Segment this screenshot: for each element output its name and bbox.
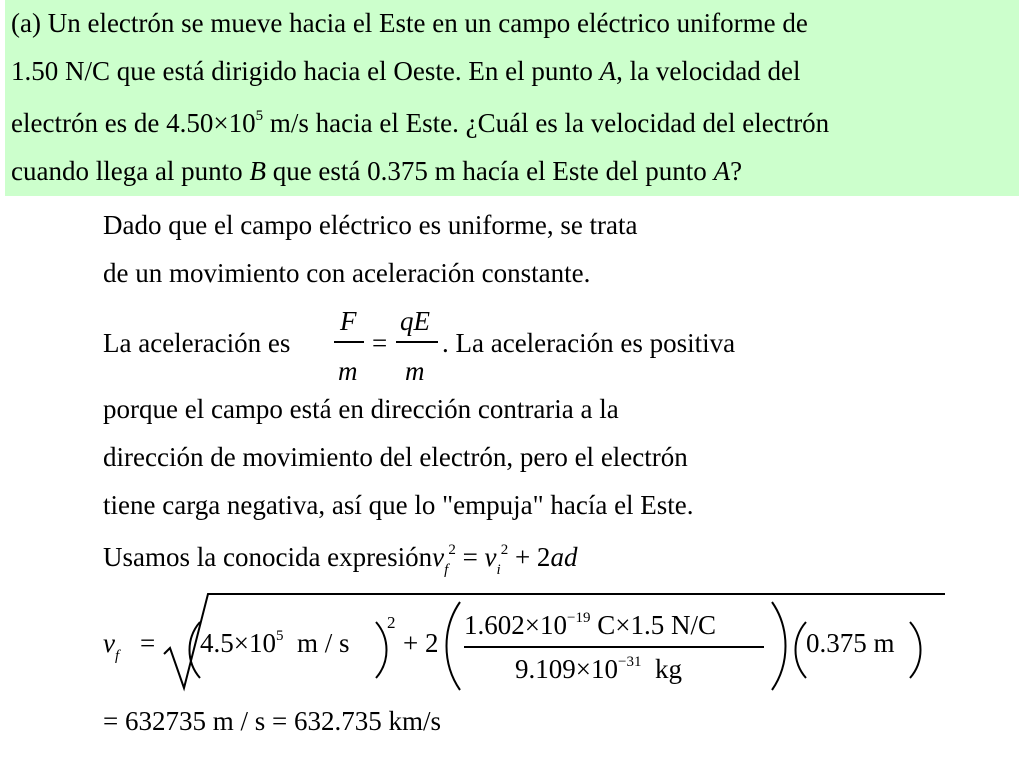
calc-equals: =	[140, 628, 156, 658]
frac2-numerator: qE	[400, 306, 430, 336]
frac1-bar	[334, 341, 364, 343]
calc-plus-two: + 2	[403, 628, 439, 658]
problem-line-4: cuando llega al punto B que está 0.375 m hacía el Este del punto A?	[11, 156, 743, 186]
frac1-denominator: m	[338, 356, 358, 386]
solution-line-1: Dado que el campo eléctrico es uniforme, se trata	[103, 210, 638, 240]
solution-line-6: tiene carga negativa, así que lo "empuja" hacía el Este.	[103, 490, 694, 520]
solution-line-4: porque el campo está en dirección contraria a la	[103, 394, 619, 424]
calc-distance: 0.375 m	[806, 628, 895, 658]
accel-equals: =	[372, 328, 388, 358]
paren-close-3	[906, 620, 926, 680]
frac2-bar	[396, 341, 438, 343]
problem-line-3: electrón es de $4.50\times 10^5$ m/s hacia el Este. ¿Cuál es la velocidad del electrón	[11, 108, 830, 138]
frac1-numerator: F	[340, 306, 357, 336]
problem-statement	[5, 0, 1019, 196]
frac2-denominator: m	[405, 356, 425, 386]
calc-denominator: $9.109\times 10^{-31}$ kg	[515, 654, 682, 684]
calc-term1: $4.5\times 10^5$ m / s	[200, 628, 350, 658]
accel-label: La aceleración es	[103, 328, 291, 358]
calc-vf: $v_f$	[103, 628, 120, 664]
calc-result: = 632735 m / s = 632.735 km/s	[103, 706, 441, 736]
calc-square: 2	[387, 613, 396, 632]
calc-fraction-bar	[464, 646, 764, 648]
problem-line-1: (a) Un electrón se mueve hacia el Este en un campo eléctrico uniforme de	[11, 8, 808, 38]
solution-line-2: de un movimiento con aceleración constante.	[103, 258, 591, 288]
calc-numerator: $1.602\times 10^{-19}$ C×1.5 N/C	[464, 610, 716, 640]
solution-line-5: dirección de movimiento del electrón, pero el electrón	[103, 442, 688, 472]
paren-open-2	[440, 600, 464, 692]
problem-line-2: 1.50 N/C que está dirigido hacia el Oeste. En el punto A, la velocidad del	[11, 56, 801, 86]
accel-tail: . La aceleración es positiva	[442, 328, 736, 358]
solution-line-7: Usamos la conocida expresiónv$_f^2$ = $v_i^2 + 2ad$	[103, 542, 578, 578]
paren-close-2	[768, 600, 792, 692]
